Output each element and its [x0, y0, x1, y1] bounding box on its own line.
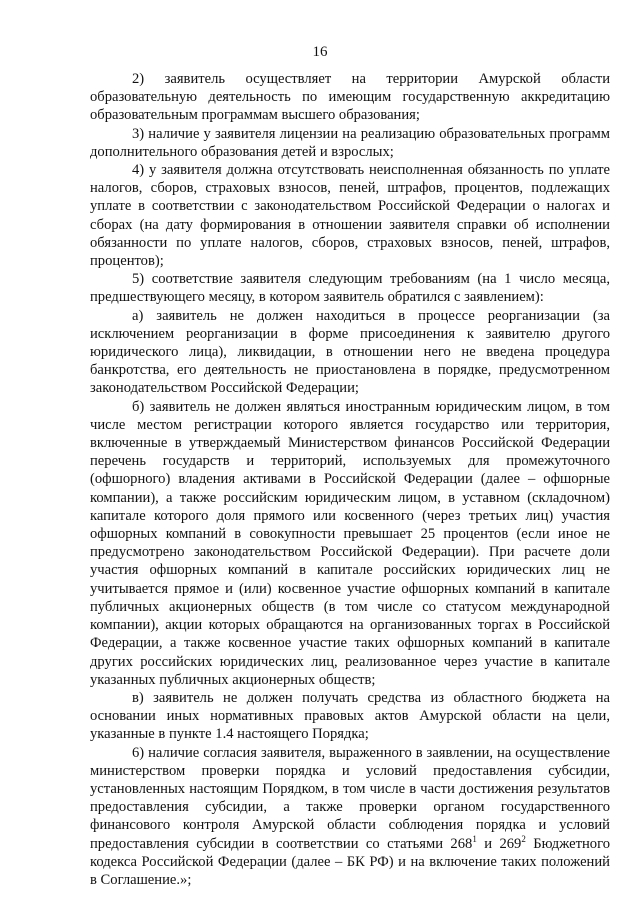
article-268-superscript: 1 [472, 833, 477, 844]
document-body [90, 70, 610, 889]
article-269-superscript: 2 [521, 833, 526, 844]
page-number: 16 [312, 44, 328, 60]
paragraph-item-5: 5) соответствие заявителя следующим требованиям (на 1 число месяца, предшествующего месяцу, в котором заявитель обратился с заявлением): [90, 271, 610, 306]
paragraph-item-2: 2) заявитель осуществляет на территории Амурской области образовательную деятельность по имеющим государственную аккредитацию образовательным программам высшего образования; [90, 71, 610, 124]
paragraph-item-6-text-end: Бюджетного кодекса Российской Федерации (далее – БК РФ) и на включение таких положений в Соглашение.»; [90, 835, 611, 888]
paragraph-item-4: 4) у заявителя должна отсутствовать неисполненная обязанность по уплате налогов, сборов, страховых взносов, пеней, штрафов, процентов, подлежащих уплате в соответствии с законодательством Российской Федерации о налогах и сборах (на дату формирования в отношении заявителя справки об исполнении обязанности по уплате налогов, сборов, страховых взносов, пеней, штрафов, процентов); [90, 162, 610, 270]
paragraph-item-6-text-start: 6) наличие согласия заявителя, выраженного в заявлении, на осуществление министерством проверки порядка и условий предоставления субсидии, установленных настоящим Порядком, в том числе в части достижения результатов предоставления субсидии, а также проверки органом государственного финансового контроля Амурской области соблюдения порядка и условий предоставления субсидии в соответствии со статьями 268 [90, 744, 610, 852]
paragraph-subitem-v: в) заявитель не должен получать средства из областного бюджета на основании иных нормативных правовых актов Амурской области на цели, указанные в пункте 1.4 настоящего Порядка; [90, 689, 610, 743]
paragraph-subitem-b: б) заявитель не должен являться иностранным юридическим лицом, в том числе местом регистрации которого является государство или территория, включенные в утверждаемый Министерством финансов Российской Федерации перечень государств и территорий, используемых для промежуточного (офшорного) владения активами в Российской Федерации (далее – офшорные компании), а также российским юридическим лицом, в уставном (складочном) капитале которого доля прямого или косвенного (через третьих лиц) участия офшорных компаний в совокупности превышает 25 процентов (если иное не предусмотрено законодательством Российской Федерации). При расчете доли участия офшорных компаний в капитале российских юридических лиц не учитывается прямое и (или) косвенное участие офшорных компаний в капитале публичных акционерных обществ (в том числе со статусом международной компании), акции которых обращаются на организованных торгах в Российской Федерации, а также косвенное участие таких офшорных компаний в капитале других российских юридических лиц, реализованное через участие в капитале указанных публичных акционерных обществ; [90, 398, 610, 688]
paragraph-item-6 [90, 744, 610, 890]
paragraph-subitem-a: а) заявитель не должен находиться в процессе реорганизации (за исключением реорганизации в форме присоединения к заявителю другого юридического лица), ликвидации, в отношении него не введена процедура банкротства, его деятельность не приостановлена в порядке, предусмотренном законодательством Российской Федерации; [90, 307, 610, 397]
paragraph-item-6-text-middle: и 269 [476, 835, 522, 852]
paragraph-item-3: 3) наличие у заявителя лицензии на реализацию образовательных программ дополнительного образования детей и взрослых; [90, 125, 610, 160]
